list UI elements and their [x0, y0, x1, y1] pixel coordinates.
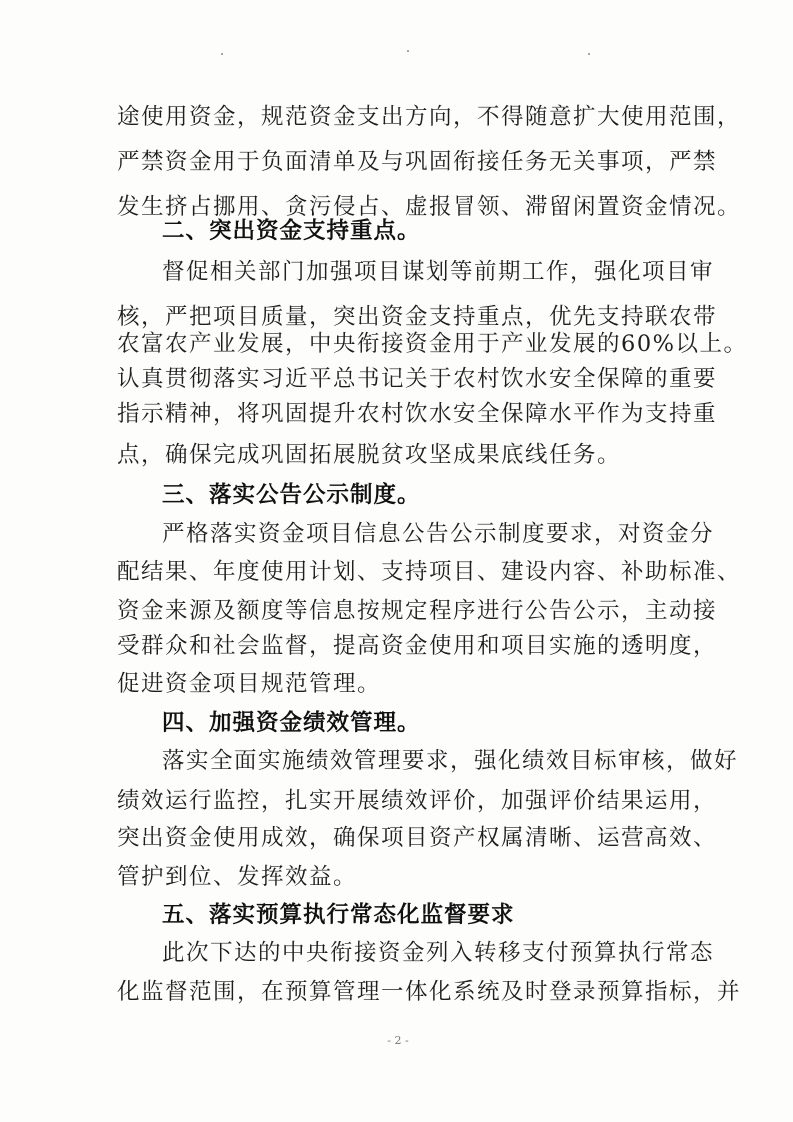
page-number: - 2 - — [387, 1034, 409, 1047]
text-line: 严禁资金用于负面清单及与巩固衔接任务无关事项，严禁 — [117, 149, 718, 175]
text-line: 管护到位、发挥效益。 — [117, 864, 358, 890]
text-line: 途使用资金，规范资金支出方向，不得随意扩大使用范围， — [117, 104, 742, 130]
text-line: 配结果、年度使用计划、支持项目、建设内容、补助标准、 — [117, 559, 742, 585]
section-heading: 四、加强资金绩效管理。 — [162, 710, 421, 736]
text-line: 农富农产业发展，中央衔接资金用于产业发展的60%以上。 — [117, 331, 748, 357]
text-line: 受群众和社会监督，提高资金使用和项目实施的透明度， — [117, 633, 718, 659]
text-line: 绩效运行监控，扎实开展绩效评价，加强评价结果运用， — [117, 788, 718, 814]
scan-dot — [588, 53, 590, 55]
text-line: 核，严把项目质量，突出资金支持重点，优先支持联农带 — [117, 304, 718, 330]
text-line: 点，确保完成巩固拓展脱贫攻坚成果底线任务。 — [117, 442, 622, 468]
section-heading: 二、突出资金支持重点。 — [162, 218, 421, 244]
paragraph-first-line: 落实全面实施绩效管理要求，强化绩效目标审核，做好 — [162, 748, 739, 774]
text-line: 化监督范围，在预算管理一体化系统及时登录预算指标，并 — [117, 979, 742, 1005]
scan-dot — [407, 50, 409, 52]
section-heading: 五、落实预算执行常态化监督要求 — [162, 902, 515, 928]
scan-dot — [221, 53, 223, 55]
paragraph-first-line: 严格落实资金项目信息公告公示制度要求，对资金分 — [162, 521, 715, 547]
text-line: 指示精神，将巩固提升农村饮水安全保障水平作为支持重 — [117, 401, 718, 427]
text-line: 资金来源及额度等信息按规定程序进行公告公示，主动接 — [117, 598, 718, 624]
section-heading: 三、落实公告公示制度。 — [162, 482, 421, 508]
text-line: 突出资金使用成效，确保项目资产权属清晰、运营高效、 — [117, 825, 718, 851]
paragraph-first-line: 督促相关部门加强项目谋划等前期工作，强化项目审 — [162, 259, 715, 285]
text-line: 认真贯彻落实习近平总书记关于农村饮水安全保障的重要 — [117, 366, 718, 392]
text-line: 发生挤占挪用、贪污侵占、虚报冒领、滞留闲置资金情况。 — [117, 194, 742, 220]
paragraph-first-line: 此次下达的中央衔接资金列入转移支付预算执行常态 — [162, 940, 715, 966]
text-line: 促进资金项目规范管理。 — [117, 671, 382, 697]
